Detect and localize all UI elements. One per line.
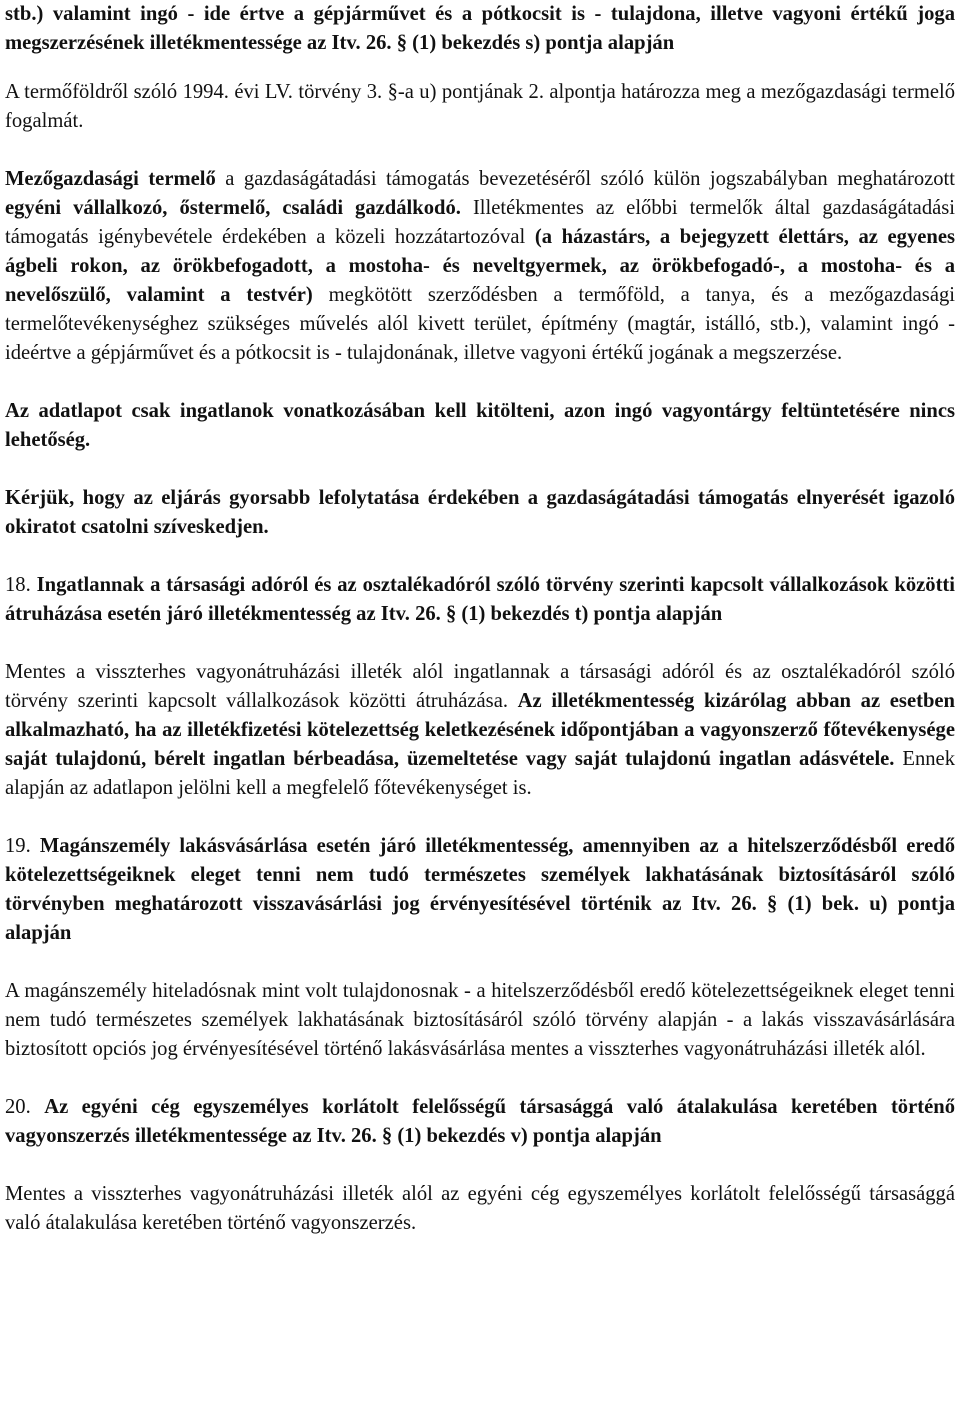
section-19-heading: 19. Magánszemély lakásvásárlása esetén járó illetékmentesség, amennyiben az a hitelszerződésből eredő kötelezettségeiknek eleget tenni nem tudó természetes személyek lakhatásának biztosításáról szóló törvényben meghatározott visszavásárlási jog érvényesítésével történik az Itv. 26. § (1) bek. u) pontja alapján — [5, 835, 955, 944]
paragraph-kerjuk-note: Kérjük, hogy az eljárás gyorsabb lefolytatása érdekében a gazdaságátadási támogatás elnyerését igazoló okiratot csatolni szíveskedjen. — [5, 487, 955, 538]
section-20-heading: 20. Az egyéni cég egyszemélyes korlátolt felelősségű társasággá való átalakulása keretében történő vagyonszerzés illetékmentessége az Itv. 26. § (1) bekezdés v) pontja alapján — [5, 1096, 955, 1147]
paragraph-adatlap-note: Az adatlapot csak ingatlanok vonatkozásában kell kitölteni, azon ingó vagyontárgy feltüntetésére nincs lehetőség. — [5, 400, 955, 451]
paragraph-termofold-definition: A termőföldről szóló 1994. évi LV. törvény 3. §-a u) pontjának 2. alpontja határozza meg a mezőgazdasági termelő fogalmát. — [5, 81, 955, 132]
section-19-body: A magánszemély hiteladósnak mint volt tulajdonosnak - a hitelszerződésből eredő kötelezettségeiknek eleget tenni nem tudó természetes személyek lakhatásának biztosításáról szóló törvény alapján - a lakás visszavásárlására biztosított opciós jog érvényesítésével történő lakásvásárlása mentes a visszterhes vagyonátruházási illeték alól. — [5, 980, 955, 1060]
paragraph-mezogazdasagi-termelo: Mezőgazdasági termelő a gazdaságátadási támogatás bevezetéséről szóló külön jogszabályban meghatározott egyéni vállalkozó, őstermelő, családi gazdálkodó. Illetékmentes az előbbi termelők által gazdaságátadási támogatás igénybevétele érdekében a közeli hozzátartozóval (a házastárs, a bejegyzett élettárs, az egyenes ágbeli rokon, az örökbefogadott, a mostoha- és neveltgyermek, az örökbefogadó-, a mostoha- és a nevelőszülő, valamint a testvér) megkötött szerződésben a termőföld, a tanya, és a mezőgazdasági termelőtevékenységhez szükséges művelés alól kivett terület, építmény (magtár, istálló, stb.), valamint ingó - ideértve a gépjárművet és a pótkocsit is - tulajdonának, illetve vagyoni értékű jogának a megszerzése. — [5, 168, 955, 364]
paragraph-stb-heading: stb.) valamint ingó - ide értve a gépjárművet és a pótkocsit is - tulajdona, illetve vagyoni értékű joga megszerzésének illetékmentessége az Itv. 26. § (1) bekezdés s) pontja alapján — [5, 3, 955, 54]
section-18-body: Mentes a visszterhes vagyonátruházási illeték alól ingatlannak a társasági adóról és az osztalékadóról szóló törvény szerinti kapcsolt vállalkozások közötti átruházása. Az illetékmentesség kizárólag abban az esetben alkalmazható, ha az illetékfizetési kötelezettség keletkezésének időpontjában a vagyonszerző főtevékenysége saját tulajdonú, bérelt ingatlan bérbeadása, üzemeltetése vagy saját tulajdonú ingatlan adásvétele. Ennek alapján az adatlapon jelölni kell a megfelelő főtevékenységet is. — [5, 661, 955, 799]
section-18-heading: 18. Ingatlannak a társasági adóról és az osztalékadóról szóló törvény szerinti kapcsolt vállalkozások közötti átruházása esetén járó illetékmentesség az Itv. 26. § (1) bekezdés t) pontja alapján — [5, 574, 956, 625]
section-20-body: Mentes a visszterhes vagyonátruházási illeték alól az egyéni cég egyszemélyes korlátolt felelősségű társasággá való átalakulása keretében történő vagyonszerzés. — [5, 1183, 955, 1234]
